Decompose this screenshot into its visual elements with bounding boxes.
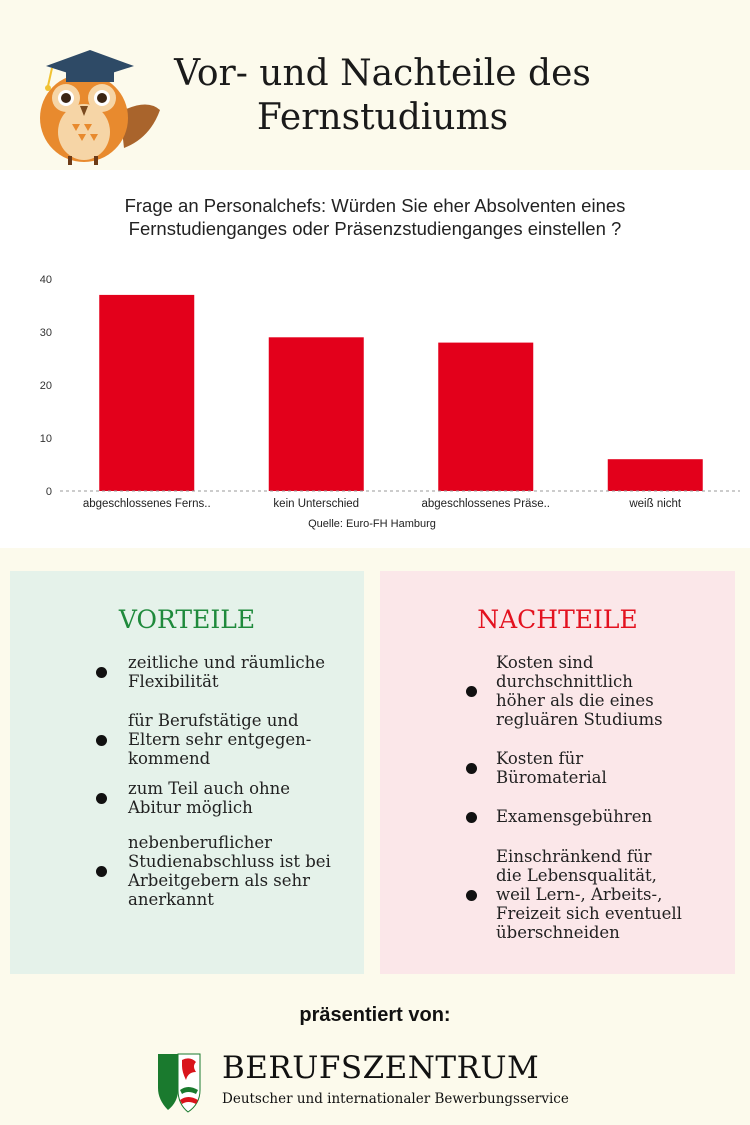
- list-item-line: weil Lern-, Arbeits-,: [496, 885, 663, 904]
- chart-title-line2: Fernstudienganges oder Präsenzstudienganges einstellen ?: [128, 218, 622, 239]
- list-item-line: regluären Studiums: [496, 710, 663, 729]
- page-title-line1: Vor- und Nachteile des: [174, 53, 591, 94]
- x-tick-label: abgeschlossenes Präse..: [421, 498, 550, 510]
- list-item-line: durchschnittlich: [496, 672, 633, 691]
- list-item-line: Einschränkend für: [496, 847, 652, 866]
- list-item-text: [496, 807, 726, 826]
- list-item-text: [496, 847, 726, 942]
- list-item-line: Kosten für: [496, 749, 584, 768]
- chart-source: Quelle: Euro-FH Hamburg: [308, 518, 436, 530]
- list-item-line: Eltern sehr entgegen-: [128, 730, 312, 749]
- list-item-line: Arbeitgebern als sehr: [128, 871, 311, 890]
- bullet-icon: [466, 763, 477, 774]
- list-item-line: für Berufstätige und: [128, 711, 299, 730]
- x-tick-label: abgeschlossenes Ferns..: [82, 498, 211, 510]
- bar: [608, 459, 703, 491]
- list-item-line: Flexibilität: [128, 672, 219, 691]
- list-item-text: [496, 653, 726, 729]
- x-tick-label: kein Unterschied: [273, 498, 360, 510]
- y-tick-label: 20: [39, 380, 52, 392]
- list-item-text: [496, 749, 726, 787]
- bullet-icon: [466, 890, 477, 901]
- vorteile-box: [10, 571, 364, 974]
- list-item-text: [128, 779, 358, 817]
- list-item-line: zum Teil auch ohne: [128, 779, 291, 798]
- logo-name: BERUFSZENTRUM: [222, 1050, 540, 1086]
- logo-subtitle: Deutscher und internationaler Bewerbungsservice: [222, 1091, 569, 1107]
- list-item-line: anerkannt: [128, 890, 214, 909]
- x-tick-label: weiß nicht: [629, 498, 682, 510]
- page-title: [160, 52, 605, 140]
- chart-panel: [0, 170, 750, 548]
- list-item-line: Kosten sind: [496, 653, 594, 672]
- bar: [438, 343, 533, 491]
- y-tick-label: 40: [39, 274, 52, 286]
- presented-by-label: präsentiert von:: [299, 1004, 451, 1026]
- header: [0, 0, 750, 170]
- list-item-line: Freizeit sich eventuell: [496, 904, 682, 923]
- chart-title-line1: Frage an Personalchefs: Würden Sie eher Absolventen eines: [124, 195, 626, 216]
- list-item-line: kommend: [128, 749, 211, 768]
- list-item-line: höher als die eines: [496, 691, 654, 710]
- list-item-line: Abitur möglich: [128, 798, 253, 817]
- nachteile-box: [380, 571, 735, 974]
- y-tick-label: 30: [39, 327, 52, 339]
- bar-chart: [0, 170, 750, 548]
- bar: [269, 337, 364, 491]
- bullet-icon: [466, 686, 477, 697]
- list-item-text: [128, 833, 358, 909]
- y-tick-label: 0: [45, 486, 52, 498]
- list-item-line: zeitliche und räumliche: [128, 653, 326, 672]
- list-item-line: Büromaterial: [496, 768, 607, 787]
- vorteile-title: VORTEILE: [118, 605, 256, 634]
- nrw-coat-of-arms-icon: [156, 1050, 220, 1114]
- list-item-line: Studienabschluss ist bei: [128, 852, 331, 871]
- list-item-line: die Lebensqualität,: [496, 866, 657, 885]
- nachteile-title: NACHTEILE: [477, 605, 638, 634]
- owl-graduate-icon: [32, 40, 164, 165]
- list-item-line: Examensgebühren: [496, 807, 653, 826]
- bar: [99, 295, 194, 491]
- bullet-icon: [96, 793, 107, 804]
- list-item-line: überschneiden: [496, 923, 620, 942]
- bullet-icon: [96, 735, 107, 746]
- y-tick-label: 10: [39, 433, 52, 445]
- list-item-line: nebenberuflicher: [128, 833, 272, 852]
- bullet-icon: [96, 667, 107, 678]
- list-item-text: [128, 653, 358, 691]
- list-item-text: [128, 711, 358, 768]
- page-title-line2: Fernstudiums: [256, 97, 509, 138]
- bullet-icon: [96, 866, 107, 877]
- bullet-icon: [466, 812, 477, 823]
